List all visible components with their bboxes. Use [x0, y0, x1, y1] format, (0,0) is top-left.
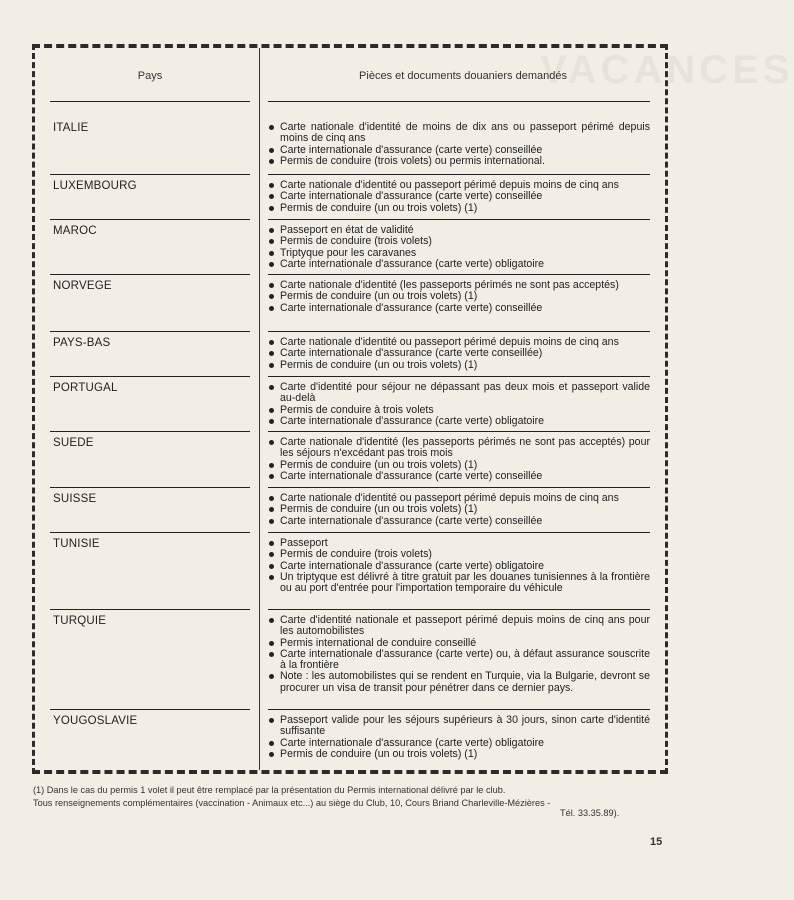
- document-item: Carte nationale d'identité ou passeport périmé depuis moins de cinq ans: [268, 337, 650, 348]
- footnote-2: Tous renseignements complémentaires (vaccination - Animaux etc...) au siège du Club, 10, Cours Briand Charleville-Mézières -: [33, 798, 551, 808]
- document-item: Carte d'identité pour séjour ne dépassant pas deux mois et passeport valide au-delà: [268, 382, 650, 405]
- row-separator-right: [268, 709, 650, 710]
- document-item: Carte nationale d'identité (les passeports périmés ne sont pas acceptés): [268, 280, 650, 291]
- document-list: [268, 493, 650, 527]
- document-list: [268, 225, 650, 270]
- country-name: PORTUGAL: [53, 382, 118, 394]
- document-item: Carte internationale d'assurance (carte verte) conseillée: [268, 471, 650, 482]
- row-separator-right: [268, 219, 650, 220]
- document-list: [268, 382, 650, 427]
- row-separator-right: [268, 431, 650, 432]
- country-name: SUEDE: [53, 437, 94, 449]
- footnote-1: (1) Dans le cas du permis 1 volet il peut être remplacé par la présentation du Permis international délivré par le club.: [33, 785, 506, 795]
- row-separator-right: [268, 376, 650, 377]
- row-separator-left: [50, 431, 250, 432]
- document-item: Carte internationale d'assurance (carte verte) ou, à défaut assurance souscrite à la frontière: [268, 649, 650, 672]
- footnote-tel: Tél. 33.35.89).: [560, 808, 620, 818]
- document-list: [268, 337, 650, 371]
- country-name: YOUGOSLAVIE: [53, 715, 138, 727]
- page-number: 15: [650, 836, 663, 848]
- country-name: LUXEMBOURG: [53, 180, 137, 192]
- document-item: Carte nationale d'identité de moins de dix ans ou passeport périmé depuis moins de cinq ans: [268, 122, 650, 145]
- document-item: Passeport: [268, 538, 650, 549]
- country-name: NORVEGE: [53, 280, 112, 292]
- document-list: [268, 437, 650, 482]
- country-name: PAYS-BAS: [53, 337, 111, 349]
- document-item: Permis de conduire (un ou trois volets) (1): [268, 460, 650, 471]
- document-item: Carte internationale d'assurance (carte verte) conseillée: [268, 191, 650, 202]
- document-item: Un triptyque est délivré à titre gratuit par les douanes tunisiennes à la frontière ou au port d'entrée pour l'importation temporaire du véhicule: [268, 572, 650, 595]
- document-list: [268, 538, 650, 594]
- document-item: Carte internationale d'assurance (carte verte) obligatoire: [268, 259, 650, 270]
- document-item: Passeport valide pour les séjours supérieurs à 30 jours, sinon carte d'identité suffisante: [268, 715, 650, 738]
- document-item: Carte nationale d'identité ou passeport périmé depuis moins de cinq ans: [268, 180, 650, 191]
- document-list: [268, 615, 650, 694]
- document-item: Carte internationale d'assurance (carte verte) conseillée: [268, 516, 650, 527]
- row-separator-right: [268, 174, 650, 175]
- country-name: SUISSE: [53, 493, 97, 505]
- row-separator-left: [50, 219, 250, 220]
- row-separator-left: [50, 274, 250, 275]
- country-name: TUNISIE: [53, 538, 100, 550]
- header-rule-left: [50, 101, 250, 102]
- document-item: Carte nationale d'identité ou passeport périmé depuis moins de cinq ans: [268, 493, 650, 504]
- country-name: ITALIE: [53, 122, 89, 134]
- document-item: Carte internationale d'assurance (carte verte) conseillée: [268, 145, 650, 156]
- document-item: Carte internationale d'assurance (carte verte) conseillée: [268, 303, 650, 314]
- document-list: [268, 122, 650, 167]
- document-list: [268, 280, 650, 314]
- row-separator-left: [50, 376, 250, 377]
- row-separator-left: [50, 487, 250, 488]
- document-item: Carte d'identité nationale et passeport périmé depuis moins de cinq ans pour les automobilistes: [268, 615, 650, 638]
- document-item: Permis international de conduire conseillé: [268, 638, 650, 649]
- row-separator-right: [268, 274, 650, 275]
- document-item: Carte internationale d'assurance (carte verte) obligatoire: [268, 561, 650, 572]
- document-item: Permis de conduire (un ou trois volets) (1): [268, 749, 650, 760]
- document-item: Passeport en état de validité: [268, 225, 650, 236]
- document-item: Carte nationale d'identité (les passeports périmés ne sont pas acceptés) pour les séjours n'excédant pas trois mois: [268, 437, 650, 460]
- document-item: Permis de conduire à trois volets: [268, 405, 650, 416]
- column-divider: [259, 48, 260, 770]
- row-separator-left: [50, 609, 250, 610]
- document-item: Carte internationale d'assurance (carte verte conseillée): [268, 348, 650, 359]
- header-documents: Pièces et documents douaniers demandés: [359, 70, 567, 82]
- document-item: Permis de conduire (trois volets): [268, 549, 650, 560]
- row-separator-left: [50, 532, 250, 533]
- row-separator-right: [268, 532, 650, 533]
- row-separator-left: [50, 331, 250, 332]
- row-separator-right: [268, 331, 650, 332]
- row-separator-right: [268, 487, 650, 488]
- row-separator-left: [50, 174, 250, 175]
- document-item: Permis de conduire (un ou trois volets) (1): [268, 360, 650, 371]
- document-item: Permis de conduire (un ou trois volets) (1): [268, 203, 650, 214]
- document-item: Carte internationale d'assurance (carte verte) obligatoire: [268, 416, 650, 427]
- header-rule-right: [268, 101, 650, 102]
- country-name: TURQUIE: [53, 615, 107, 627]
- document-list: [268, 180, 650, 214]
- document-item: Permis de conduire (trois volets): [268, 236, 650, 247]
- document-item: Carte internationale d'assurance (carte verte) obligatoire: [268, 738, 650, 749]
- header-country: Pays: [137, 70, 163, 82]
- document-item: Triptyque pour les caravanes: [268, 248, 650, 259]
- document-list: [268, 715, 650, 760]
- row-separator-left: [50, 709, 250, 710]
- country-name: MAROC: [53, 225, 97, 237]
- document-item: Note : les automobilistes qui se rendent en Turquie, via la Bulgarie, devront se procurer un visa de transit pour pénétrer dans ce dernier pays.: [268, 671, 650, 694]
- document-item: Permis de conduire (un ou trois volets) (1): [268, 504, 650, 515]
- document-item: Permis de conduire (un ou trois volets) (1): [268, 291, 650, 302]
- row-separator-right: [268, 609, 650, 610]
- document-item: Permis de conduire (trois volets) ou permis international.: [268, 156, 650, 167]
